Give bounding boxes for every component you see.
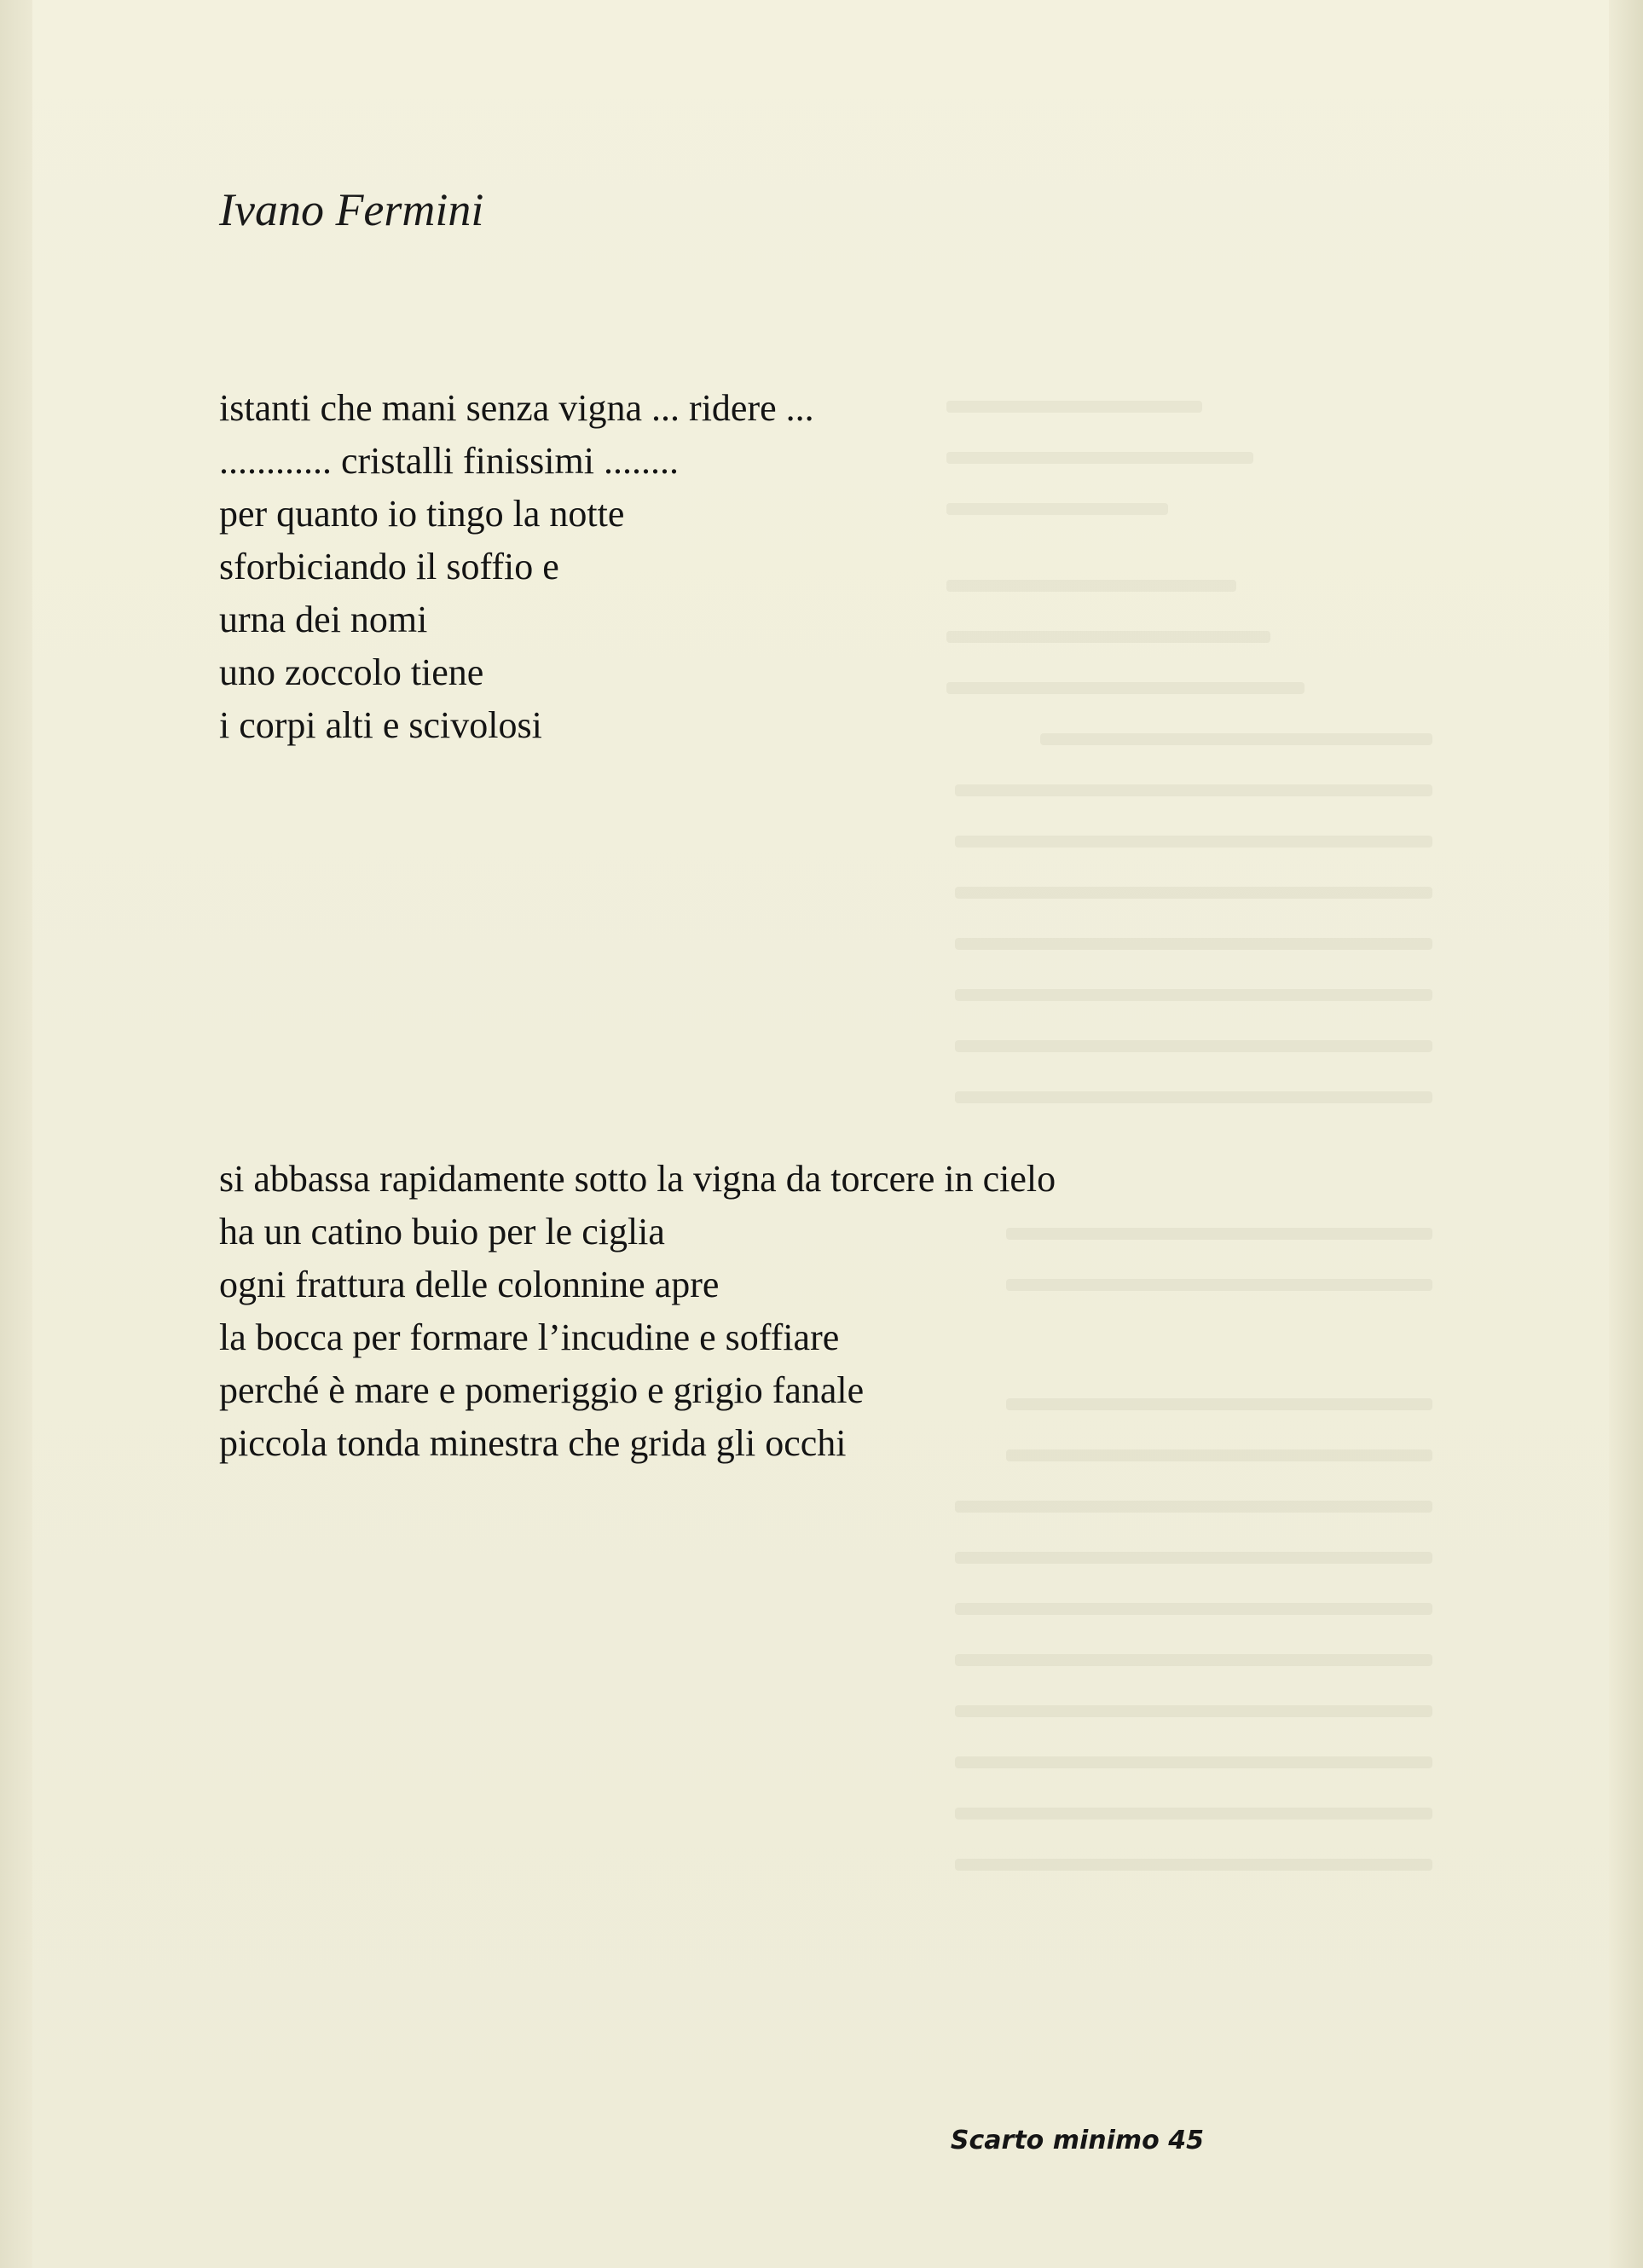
author-name: Ivano Fermini: [219, 184, 484, 235]
poem-line: ha un catino buio per le ciglia: [219, 1211, 665, 1253]
running-title: Scarto minimo: [950, 2126, 1160, 2155]
poem-line: uno zoccolo tiene: [219, 651, 484, 693]
page-number: 45: [1168, 2126, 1204, 2155]
poem-line: si abbassa rapidamente sotto la vigna da torcere in cielo: [219, 1158, 1056, 1200]
poem-stanza-1: [219, 382, 814, 752]
poem-line: ogni frattura delle colonnine apre: [219, 1264, 720, 1305]
poem-line: i corpi alti e scivolosi: [219, 704, 542, 746]
poem-line: urna dei nomi: [219, 599, 428, 640]
page-footer: [951, 2126, 1204, 2155]
page-edge-shadow: [1609, 0, 1643, 2268]
poem-line: istanti che mani senza vigna ... ridere ...: [219, 387, 814, 429]
poem-line: perché è mare e pomeriggio e grigio fanale: [219, 1369, 865, 1411]
poem-stanza-2: [219, 1153, 1056, 1470]
poem-line: la bocca per formare l’incudine e soffiare: [219, 1316, 840, 1358]
poem-line: ............ cristalli finissimi ........: [219, 440, 679, 482]
poem-line: per quanto io tingo la notte: [219, 493, 625, 535]
page-gutter-shadow: [0, 0, 32, 2268]
poem-line: sforbiciando il soffio e: [219, 546, 559, 587]
poem-line: piccola tonda minestra che grida gli occhi: [219, 1422, 847, 1464]
